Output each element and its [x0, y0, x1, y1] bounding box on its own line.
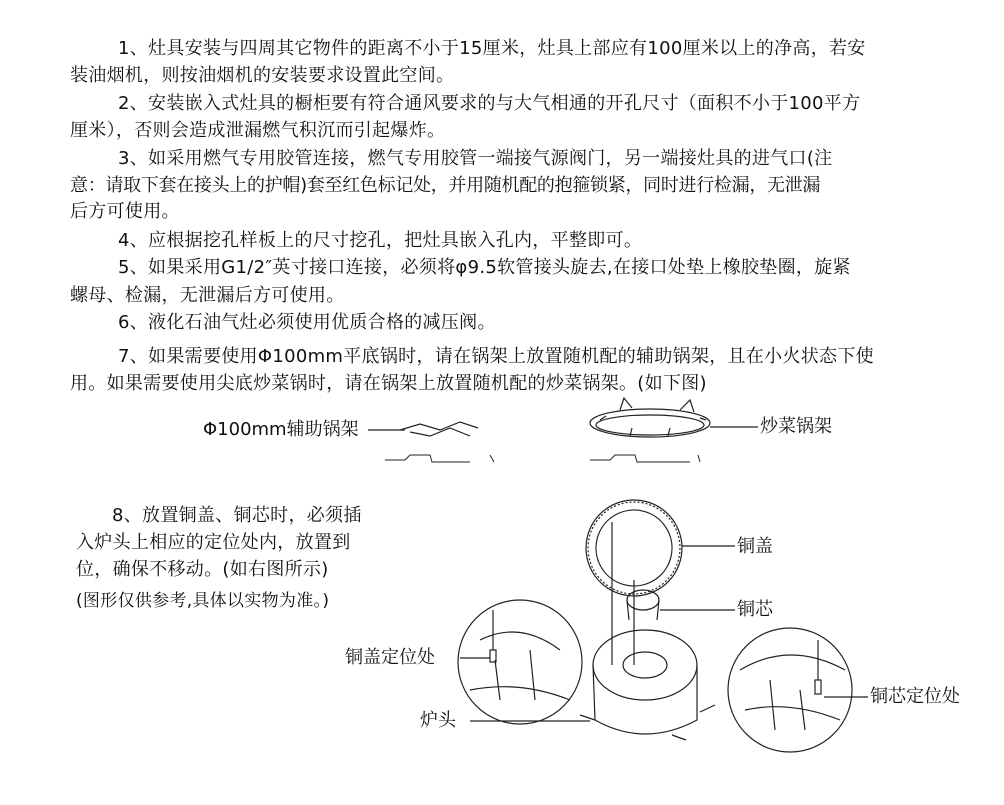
wok-rack-figure [590, 398, 758, 462]
item-3-line-2: 意：请取下套在接头上的护帽)套至红色标记处，并用随机配的抱箍锁紧，同时进行检漏，无泄漏 [70, 175, 821, 196]
copper-cap-label: 铜盖 [737, 536, 773, 557]
item-1-line-1: 1、灶具安装与四周其它物件的距离不小于15厘米，灶具上部应有100厘米以上的净高，若安 [118, 38, 866, 59]
copper-core-label: 铜芯 [737, 599, 773, 620]
item-2-line-2: 厘米），否则会造成泄漏燃气积沉而引起爆炸。 [70, 120, 446, 141]
aux-rack-figure [368, 422, 494, 462]
item-7-line-2: 用。如果需要使用尖底炒菜锅时，请在锅架上放置随机配的炒菜锅架。(如下图) [70, 373, 707, 394]
cap-position-label: 铜盖定位处 [345, 647, 435, 668]
item-4-line-1: 4、应根据挖孔样板上的尺寸挖孔，把灶具嵌入孔内，平整即可。 [118, 230, 643, 251]
item-6-line-1: 6、液化石油气灶必须使用优质合格的减压阀。 [118, 312, 496, 333]
wok-rack-label: 炒菜锅架 [760, 416, 832, 437]
item-8-line-2: 入炉头上相应的定位处内，放置到 [76, 532, 351, 553]
item-8-line-1: 8、放置铜盖、铜芯时，必须插 [112, 505, 362, 526]
core-position-detail [728, 628, 868, 752]
item-8-note: (图形仅供参考,具体以实物为准。) [76, 591, 330, 611]
item-5-line-1: 5、如果采用G1/2″英寸接口连接，必须将φ9.5软管接头旋去,在接口处垫上橡胶垫圈，旋紧 [118, 257, 851, 278]
burner-assembly-figure [470, 482, 735, 740]
item-8-line-3: 位，确保不移动。(如右图所示) [76, 559, 329, 580]
burner-label: 炉头 [420, 710, 456, 731]
item-3-line-3: 后方可使用。 [70, 201, 180, 222]
item-5-line-2: 螺母、检漏，无泄漏后方可使用。 [70, 285, 345, 306]
core-position-label: 铜芯定位处 [870, 686, 960, 707]
cap-position-detail [458, 600, 582, 724]
item-1-line-2: 装油烟机，则按油烟机的安装要求设置此空间。 [70, 65, 455, 86]
item-2-line-1: 2、安装嵌入式灶具的橱柜要有符合通风要求的与大气相通的开孔尺寸（面积不小于100平方 [118, 93, 861, 114]
item-7-line-1: 7、如果需要使用Φ100mm平底锅时，请在锅架上放置随机配的辅助锅架，且在小火状态下使 [118, 346, 874, 367]
aux-rack-label: Φ100mm辅助锅架 [203, 419, 359, 440]
item-3-line-1: 3、如采用燃气专用胶管连接，燃气专用胶管一端接气源阀门，另一端接灶具的进气口(注 [118, 148, 833, 169]
